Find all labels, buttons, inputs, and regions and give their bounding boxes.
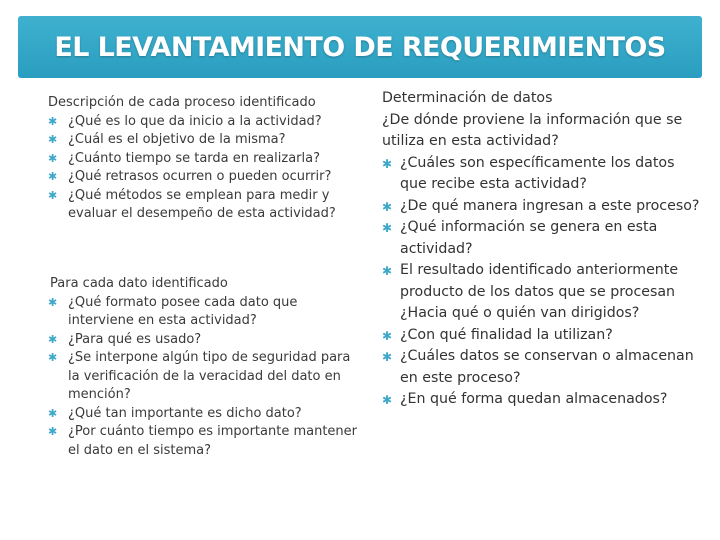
asterisk-bullet-icon: ✱ [48,151,58,165]
list-item: ✱ ¿Qué es lo que da inicio a la actividad? [48,113,366,132]
list-item: ✱ ¿Qué retrasos ocurren o pueden ocurrir? [48,168,366,187]
asterisk-bullet-icon: ✱ [48,332,58,346]
list-item: ✱ ¿Qué información se genera en esta actividad? [382,219,658,257]
asterisk-bullet-icon: ✱ [48,295,58,309]
list-item: ✱ ¿Con qué finalidad la utilizan? [382,325,700,347]
asterisk-bullet-icon: ✱ [48,170,58,183]
asterisk-bullet-icon: ✱ [382,328,393,343]
asterisk-bullet-icon: ✱ [48,425,58,438]
data-origin-question: ¿De dónde proviene la información que se utiliza en esta actividad? [382,111,683,149]
list-item: ✱ El resultado identificado anteriormente producto de los datos que se procesan ¿Hacia qué o quién van dirigidos? [382,262,679,321]
asterisk-bullet-icon: ✱ [382,264,393,278]
asterisk-bullet-icon: ✱ [382,199,393,214]
list-item: ✱ ¿Cuánto tiempo se tarda en realizarla? [48,150,366,169]
list-item: ✱ ¿En qué forma quedan almacenados? [382,389,700,411]
list-item: ✱ ¿Cuáles datos se conservan o almacenan en este proceso? [382,348,694,386]
asterisk-bullet-icon: ✱ [382,393,393,407]
list-item: ✱ ¿De qué manera ingresan a este proceso? [382,196,700,218]
right-column [382,88,700,411]
data-determination-list [382,153,700,411]
list-item: ✱ ¿Qué tan importante es dicho dato? [48,405,366,424]
left-column-data [48,275,366,460]
asterisk-bullet-icon: ✱ [48,351,58,364]
asterisk-bullet-icon: ✱ [382,221,393,235]
asterisk-bullet-icon: ✱ [48,406,58,420]
asterisk-bullet-icon: ✱ [48,188,58,202]
process-questions-list [48,113,366,224]
data-determination-heading: Determinación de datos [382,90,553,106]
list-item: ✱ ¿Qué formato posee cada dato que interviene en esta actividad? [48,294,298,328]
process-section-heading: Descripción de cada proceso identificado [48,95,316,110]
data-section-heading: Para cada dato identificado [50,276,228,291]
list-item: ✱ ¿Cuáles son específicamente los datos que recibe esta actividad? [382,154,675,192]
list-item: ✱ ¿Para qué es usado? [48,331,366,350]
asterisk-bullet-icon: ✱ [48,114,58,128]
left-column [48,94,366,224]
asterisk-bullet-icon: ✱ [48,133,58,146]
slide-title: EL LEVANTAMIENTO DE REQUERIMIENTOS [54,31,666,63]
asterisk-bullet-icon: ✱ [382,350,393,364]
list-item: ✱ ¿Cuál es el objetivo de la misma? [48,131,366,150]
list-item: ✱ ¿Se interpone algún tipo de seguridad para la verificación de la veracidad del dato en mención? [48,350,351,402]
list-item: ✱ ¿Por cuánto tiempo es importante mantener el dato en el sistema? [48,424,357,458]
asterisk-bullet-icon: ✱ [382,156,393,171]
data-questions-list [48,294,366,461]
title-banner [18,16,702,78]
list-item: ✱ ¿Qué métodos se emplean para medir y evaluar el desempeño de esta actividad? [48,187,336,221]
